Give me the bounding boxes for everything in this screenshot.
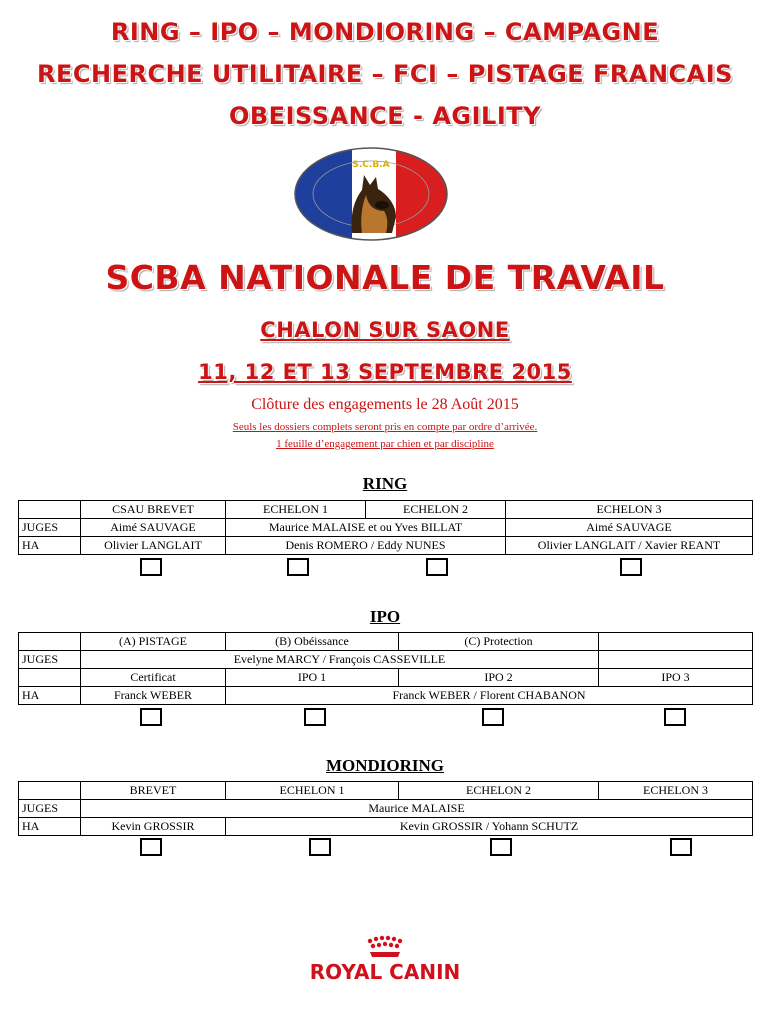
header-line-3: OBEISSANCE - AGILITY (228, 102, 542, 130)
table-row (19, 651, 753, 669)
row-label-ha: HA (19, 687, 81, 705)
col-header: (B) Obéissance (226, 633, 399, 651)
ring-table (18, 500, 753, 555)
table-cell: Kevin GROSSIR / Yohann SCHUTZ (226, 818, 753, 836)
ring-echelon3-checkbox[interactable] (620, 558, 642, 576)
table-row (19, 800, 753, 818)
table-cell (19, 669, 81, 687)
row-label-ha: HA (19, 818, 81, 836)
table-cell: Evelyne MARCY / François CASSEVILLE (81, 651, 599, 669)
col-header: IPO 1 (226, 669, 399, 687)
ipo-1-checkbox[interactable] (304, 708, 326, 726)
header-line-1: RING – IPO – MONDIORING – CAMPAGNE (110, 18, 660, 46)
col-header: ECHELON 2 (366, 501, 506, 519)
header-line-2: RECHERCHE UTILITAIRE – FCI – PISTAGE FRANCAIS (37, 60, 733, 88)
logo-initials: S.C.B.A (352, 160, 390, 170)
table-cell: Kevin GROSSIR (81, 818, 226, 836)
event-title: SCBA NATIONALE DE TRAVAIL (105, 258, 665, 297)
col-header: ECHELON 2 (399, 782, 599, 800)
row-label-ha: HA (19, 537, 81, 555)
table-cell: Franck WEBER (81, 687, 226, 705)
ring-section-title: RING (362, 474, 408, 493)
ipo-certificat-checkbox[interactable] (140, 708, 162, 726)
ring-csau-checkbox[interactable] (140, 558, 162, 576)
table-cell (19, 633, 81, 651)
mondioring-echelon3-checkbox[interactable] (670, 838, 692, 856)
crown-icon (368, 936, 402, 957)
col-header: IPO 2 (399, 669, 599, 687)
ipo-2-checkbox[interactable] (482, 708, 504, 726)
col-header: ECHELON 1 (226, 782, 399, 800)
col-header: ECHELON 1 (226, 501, 366, 519)
table-cell (599, 651, 753, 669)
ring-echelon2-checkbox[interactable] (426, 558, 448, 576)
col-header: Certificat (81, 669, 226, 687)
mondioring-section-title: MONDIORING (325, 756, 445, 775)
table-row (19, 782, 753, 800)
table-cell (599, 633, 753, 651)
col-header: CSAU BREVET (81, 501, 226, 519)
table-row (19, 818, 753, 836)
table-cell: Maurice MALAISE (81, 800, 753, 818)
table-row (19, 537, 753, 555)
note-complete-files: Seuls les dossiers complets seront pris en compte par ordre d’arrivée. (232, 421, 538, 433)
mondioring-echelon2-checkbox[interactable] (490, 838, 512, 856)
row-label-juges: JUGES (19, 651, 81, 669)
col-header: IPO 3 (599, 669, 753, 687)
table-cell: Franck WEBER / Florent CHABANON (226, 687, 753, 705)
col-header: BREVET (81, 782, 226, 800)
ipo-table (18, 632, 753, 705)
mondioring-table (18, 781, 753, 836)
row-label-juges: JUGES (19, 800, 81, 818)
table-row (19, 519, 753, 537)
table-cell (19, 501, 81, 519)
table-row (19, 669, 753, 687)
ring-echelon1-checkbox[interactable] (287, 558, 309, 576)
mondioring-brevet-checkbox[interactable] (140, 838, 162, 856)
col-header: ECHELON 3 (506, 501, 753, 519)
table-cell: Maurice MALAISE et ou Yves BILLAT (226, 519, 506, 537)
table-cell: Olivier LANGLAIT (81, 537, 226, 555)
col-header: (C) Protection (399, 633, 599, 651)
table-row (19, 633, 753, 651)
table-row (19, 687, 753, 705)
table-row (19, 501, 753, 519)
col-header: ECHELON 3 (599, 782, 753, 800)
table-cell: Aimé SAUVAGE (81, 519, 226, 537)
sponsor-name: ROYAL CANIN (309, 960, 461, 984)
event-dates: 11, 12 ET 13 SEPTEMBRE 2015 (198, 360, 572, 384)
table-cell: Aimé SAUVAGE (506, 519, 753, 537)
ipo-3-checkbox[interactable] (664, 708, 686, 726)
ipo-section-title: IPO (369, 607, 401, 626)
royal-canin-logo (290, 935, 480, 985)
col-header: (A) PISTAGE (81, 633, 226, 651)
scba-logo (292, 145, 450, 243)
event-city: CHALON SUR SAONE (260, 318, 510, 342)
closing-date: Clôture des engagements le 28 Août 2015 (251, 396, 519, 413)
table-cell: Denis ROMERO / Eddy NUNES (226, 537, 506, 555)
table-cell: Olivier LANGLAIT / Xavier REANT (506, 537, 753, 555)
note-one-sheet: 1 feuille d’engagement par chien et par discipline (276, 438, 494, 450)
mondioring-echelon1-checkbox[interactable] (309, 838, 331, 856)
table-cell (19, 782, 81, 800)
row-label-juges: JUGES (19, 519, 81, 537)
